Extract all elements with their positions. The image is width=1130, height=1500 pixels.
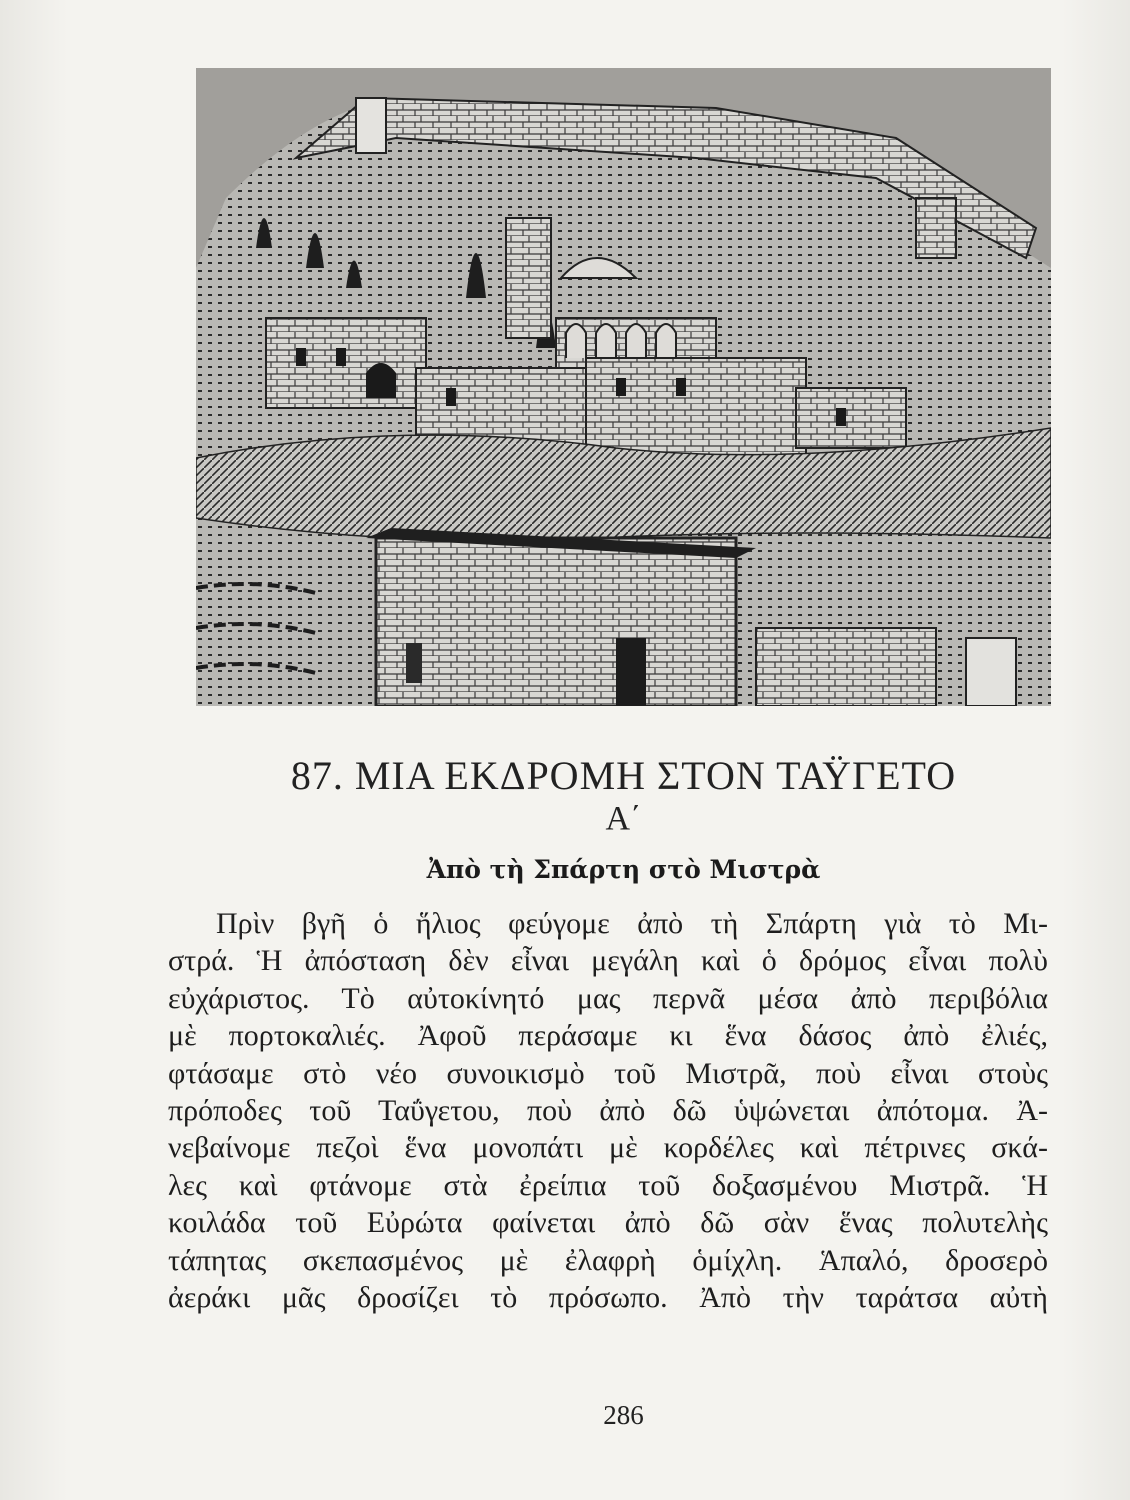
text-line: εὐχάριστος. Τὸ αὐτοκίνητό μας περνᾶ μέσα ἀπὸ περιβόλια: [168, 981, 1048, 1015]
engraving-mistras-hillside-icon: [196, 68, 1051, 706]
text-line: Πρὶν βγῆ ὁ ἥλιος φεύγομε ἀπὸ τὴ Σπάρτη γιὰ τὸ Μι-: [216, 907, 1048, 940]
text-line: φτάσαμε στὸ νέο συνοικισμὸ τοῦ Μιστρᾶ, ποὺ εἶναι στοὺς: [168, 1056, 1048, 1090]
page-number: 286: [603, 1400, 644, 1430]
chapter-subtitle: Ἀπὸ τὴ Σπάρτη στὸ Μιστρὰ: [426, 855, 821, 884]
text-line: ἀεράκι μᾶς δροσίζει τὸ πρόσωπο. Ἀπὸ τὴν ταράτσα αὐτὴ: [168, 1281, 1048, 1315]
text-line: κοιλάδα τοῦ Εὐρώτα φαίνεται ἀπὸ δῶ σὰν ἕνας πολυτελὴς: [168, 1206, 1048, 1240]
text-line: λες καὶ φτάνομε στὰ ἐρείπια τοῦ δοξασμένου Μιστρᾶ. Ἡ: [168, 1168, 1048, 1202]
text-line: πρόποδες τοῦ Ταΰγετου, ποὺ ἀπὸ δῶ ὑψώνεται ἀπότομα. Ἀ-: [168, 1094, 1048, 1128]
text-line: στρά. Ἡ ἀπόσταση δὲν εἶναι μεγάλη καὶ ὁ δρόμος εἶναι πολὺ: [168, 944, 1048, 978]
chapter-title: 87. ΜΙΑ ΕΚΔΡΟΜΗ ΣΤΟΝ ΤΑΫΓΕΤΟ: [290, 753, 957, 798]
part-label: Α΄: [605, 800, 642, 837]
body-paragraph: [168, 905, 1048, 1316]
text-line: νεβαίνομε πεζοὶ ἕνα μονοπάτι μὲ κορδέλες καὶ πέτρινες σκά-: [168, 1131, 1048, 1165]
text-line: μὲ πορτοκαλιές. Ἀφοῦ περάσαμε κι ἕνα δάσος ἀπὸ ἐλιές,: [168, 1019, 1048, 1053]
text-line: τάπητας σκεπασμένος μὲ ἐλαφρὴ ὁμίχλη. Ἁπαλό, δροσερὸ: [168, 1243, 1048, 1277]
